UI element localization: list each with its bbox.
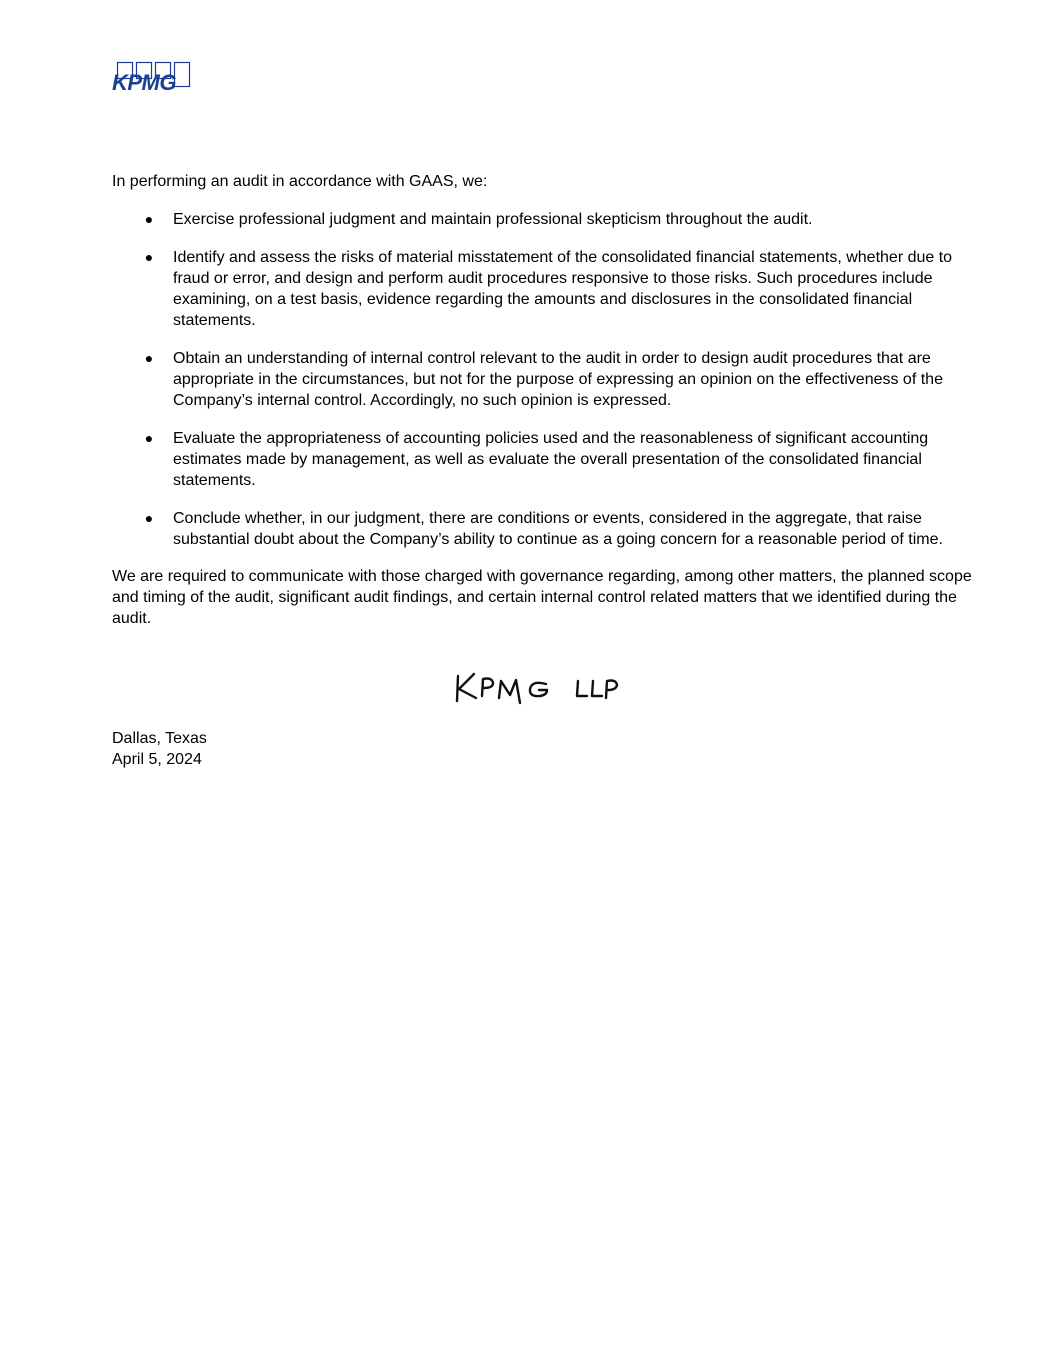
list-item-text: Obtain an understanding of internal control relevant to the audit in order to design audit procedures that are appropriate in the circumstances, but not for the purpose of expressing an opinion on the effectiveness of the Company’s internal control. Accordingly, no such opinion is expressed.	[173, 350, 943, 409]
list-item	[112, 348, 972, 411]
list-item	[112, 428, 972, 491]
audit-responsibilities-list	[112, 209, 972, 550]
list-item-text: Identify and assess the risks of material misstatement of the consolidated financial statements, whether due to fraud or error, and design and perform audit procedures responsive to those risks. Such procedures include examining, on a test basis, evidence regarding the amounts and disclosures in the consolidated financial statements.	[173, 249, 953, 329]
list-item-text: Evaluate the appropriateness of accounting policies used and the reasonableness of significant accounting estimates made by management, as well as evaluate the overall presentation of the consolidated financial statements.	[173, 430, 929, 489]
list-item	[112, 209, 972, 230]
list-item	[112, 508, 972, 550]
list-item-text: Conclude whether, in our judgment, there are conditions or events, considered in the aggregate, that raise substantial doubt about the Company’s ability to continue as a going concern for a reasonable period of time.	[173, 510, 943, 548]
bullet-icon: ●	[144, 350, 154, 366]
svg-text:KPMG: KPMG	[112, 70, 176, 94]
closing-paragraph: We are required to communicate with those charged with governance regarding, among other matters, the planned scope and timing of the audit, significant audit findings, and certain internal control related matters that we identified during the audit.	[112, 568, 972, 627]
intro-paragraph: In performing an audit in accordance with GAAS, we:	[112, 173, 488, 190]
bullet-icon: ●	[144, 430, 154, 446]
kpmg-logo	[112, 60, 192, 94]
list-item	[112, 247, 972, 331]
list-item-text: Exercise professional judgment and maintain professional skepticism throughout the audit.	[173, 211, 813, 228]
report-location-date	[112, 728, 207, 770]
report-date: April 5, 2024	[112, 751, 202, 768]
bullet-icon: ●	[144, 249, 154, 265]
bullet-icon: ●	[144, 510, 154, 526]
report-body	[112, 171, 972, 629]
signature	[450, 668, 625, 708]
city: Dallas, Texas	[112, 730, 207, 747]
bullet-icon: ●	[144, 211, 154, 227]
